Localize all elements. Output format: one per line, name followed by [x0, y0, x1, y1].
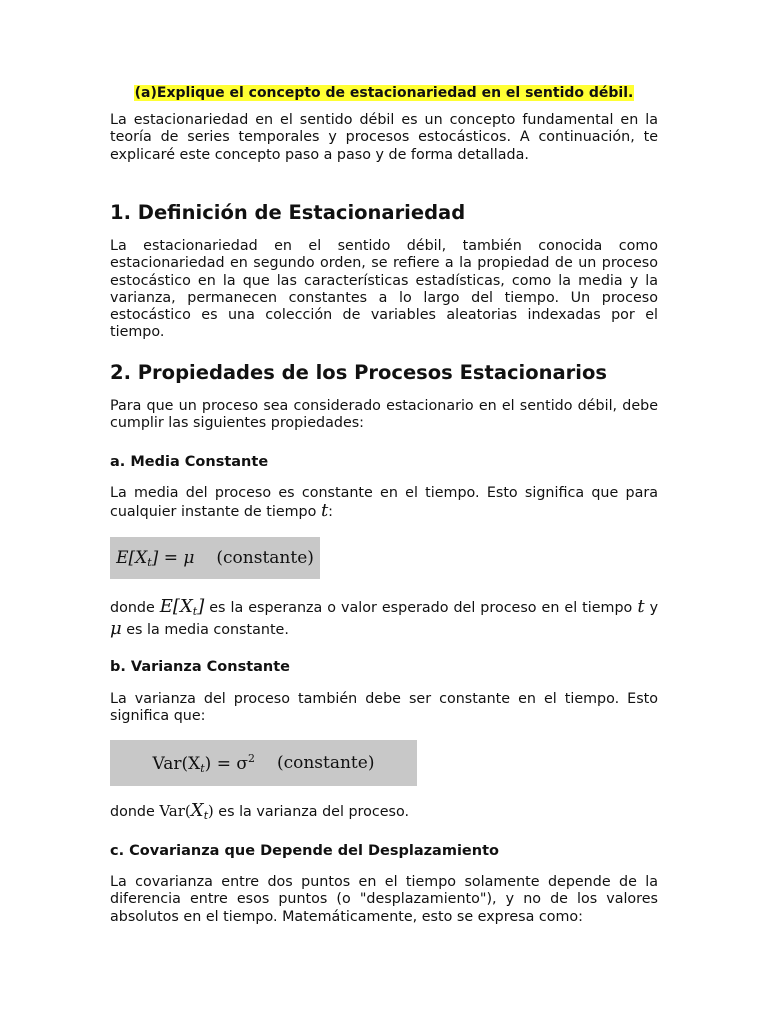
formula-variance-constant: $Var(X_t) = \sigma^2$ (constante)	[110, 740, 417, 786]
subsection-c-paragraph: La covarianza entre dos puntos en el tiempo solamente depende de la diferencia entre esos puntos (o "desplazamiento"), y no de los valores absolutos en el tiempo. Matemáticamente, esto se expresa como:	[110, 874, 658, 925]
question-highlight: (a)Explique el concepto de estacionariedad en el sentido débil.	[134, 85, 634, 101]
subsection-b-paragraph: La varianza del proceso también debe ser constante en el tiempo. Esto significa que:	[110, 691, 658, 725]
section2-heading: 2. Propiedades de los Procesos Estacionarios	[110, 361, 607, 384]
section1-paragraph: La estacionariedad en el sentido débil, también conocida como estacionariedad en segundo orden, se refiere a la propiedad de un proceso estocástico en la que las características estadísticas, como la media y la varianza, permanecen constantes a lo largo del tiempo. Un proceso estocástico es una colección de variables aleatorias indexadas por el tiempo.	[110, 238, 658, 341]
section1-heading: 1. Definición de Estacionariedad	[110, 201, 466, 224]
subsection-a-heading: a. Media Constante	[110, 454, 269, 470]
intro-paragraph: La estacionariedad en el sentido débil es un concepto fundamental en la teoría de series temporales y procesos estocásticos. A continuación, te explicaré este concepto paso a paso y de forma detallada.	[110, 112, 658, 163]
formula-mean-constant: $E[X_t] = \mu$ (constante)	[110, 537, 320, 579]
subsection-a-paragraph: La media del proceso es constante en el tiempo. Esto significa que para cualquier instante de tiempo t:	[110, 485, 658, 522]
variance-explanation-paragraph: donde $Var(X_t)$ es la varianza del proceso.	[110, 800, 409, 822]
subsection-b-heading: b. Varianza Constante	[110, 659, 291, 675]
question-heading	[110, 84, 658, 102]
section2-paragraph: Para que un proceso sea considerado estacionario en el sentido débil, debe cumplir las siguientes propiedades:	[110, 398, 658, 432]
mean-explanation-paragraph: donde $E[X_t]$ es la esperanza o valor esperado del proceso en el tiempo t y μ es la media constante.	[110, 596, 659, 640]
math-var-t: t	[320, 500, 329, 522]
subsection-c-heading: c. Covarianza que Depende del Desplazamiento	[110, 843, 499, 859]
